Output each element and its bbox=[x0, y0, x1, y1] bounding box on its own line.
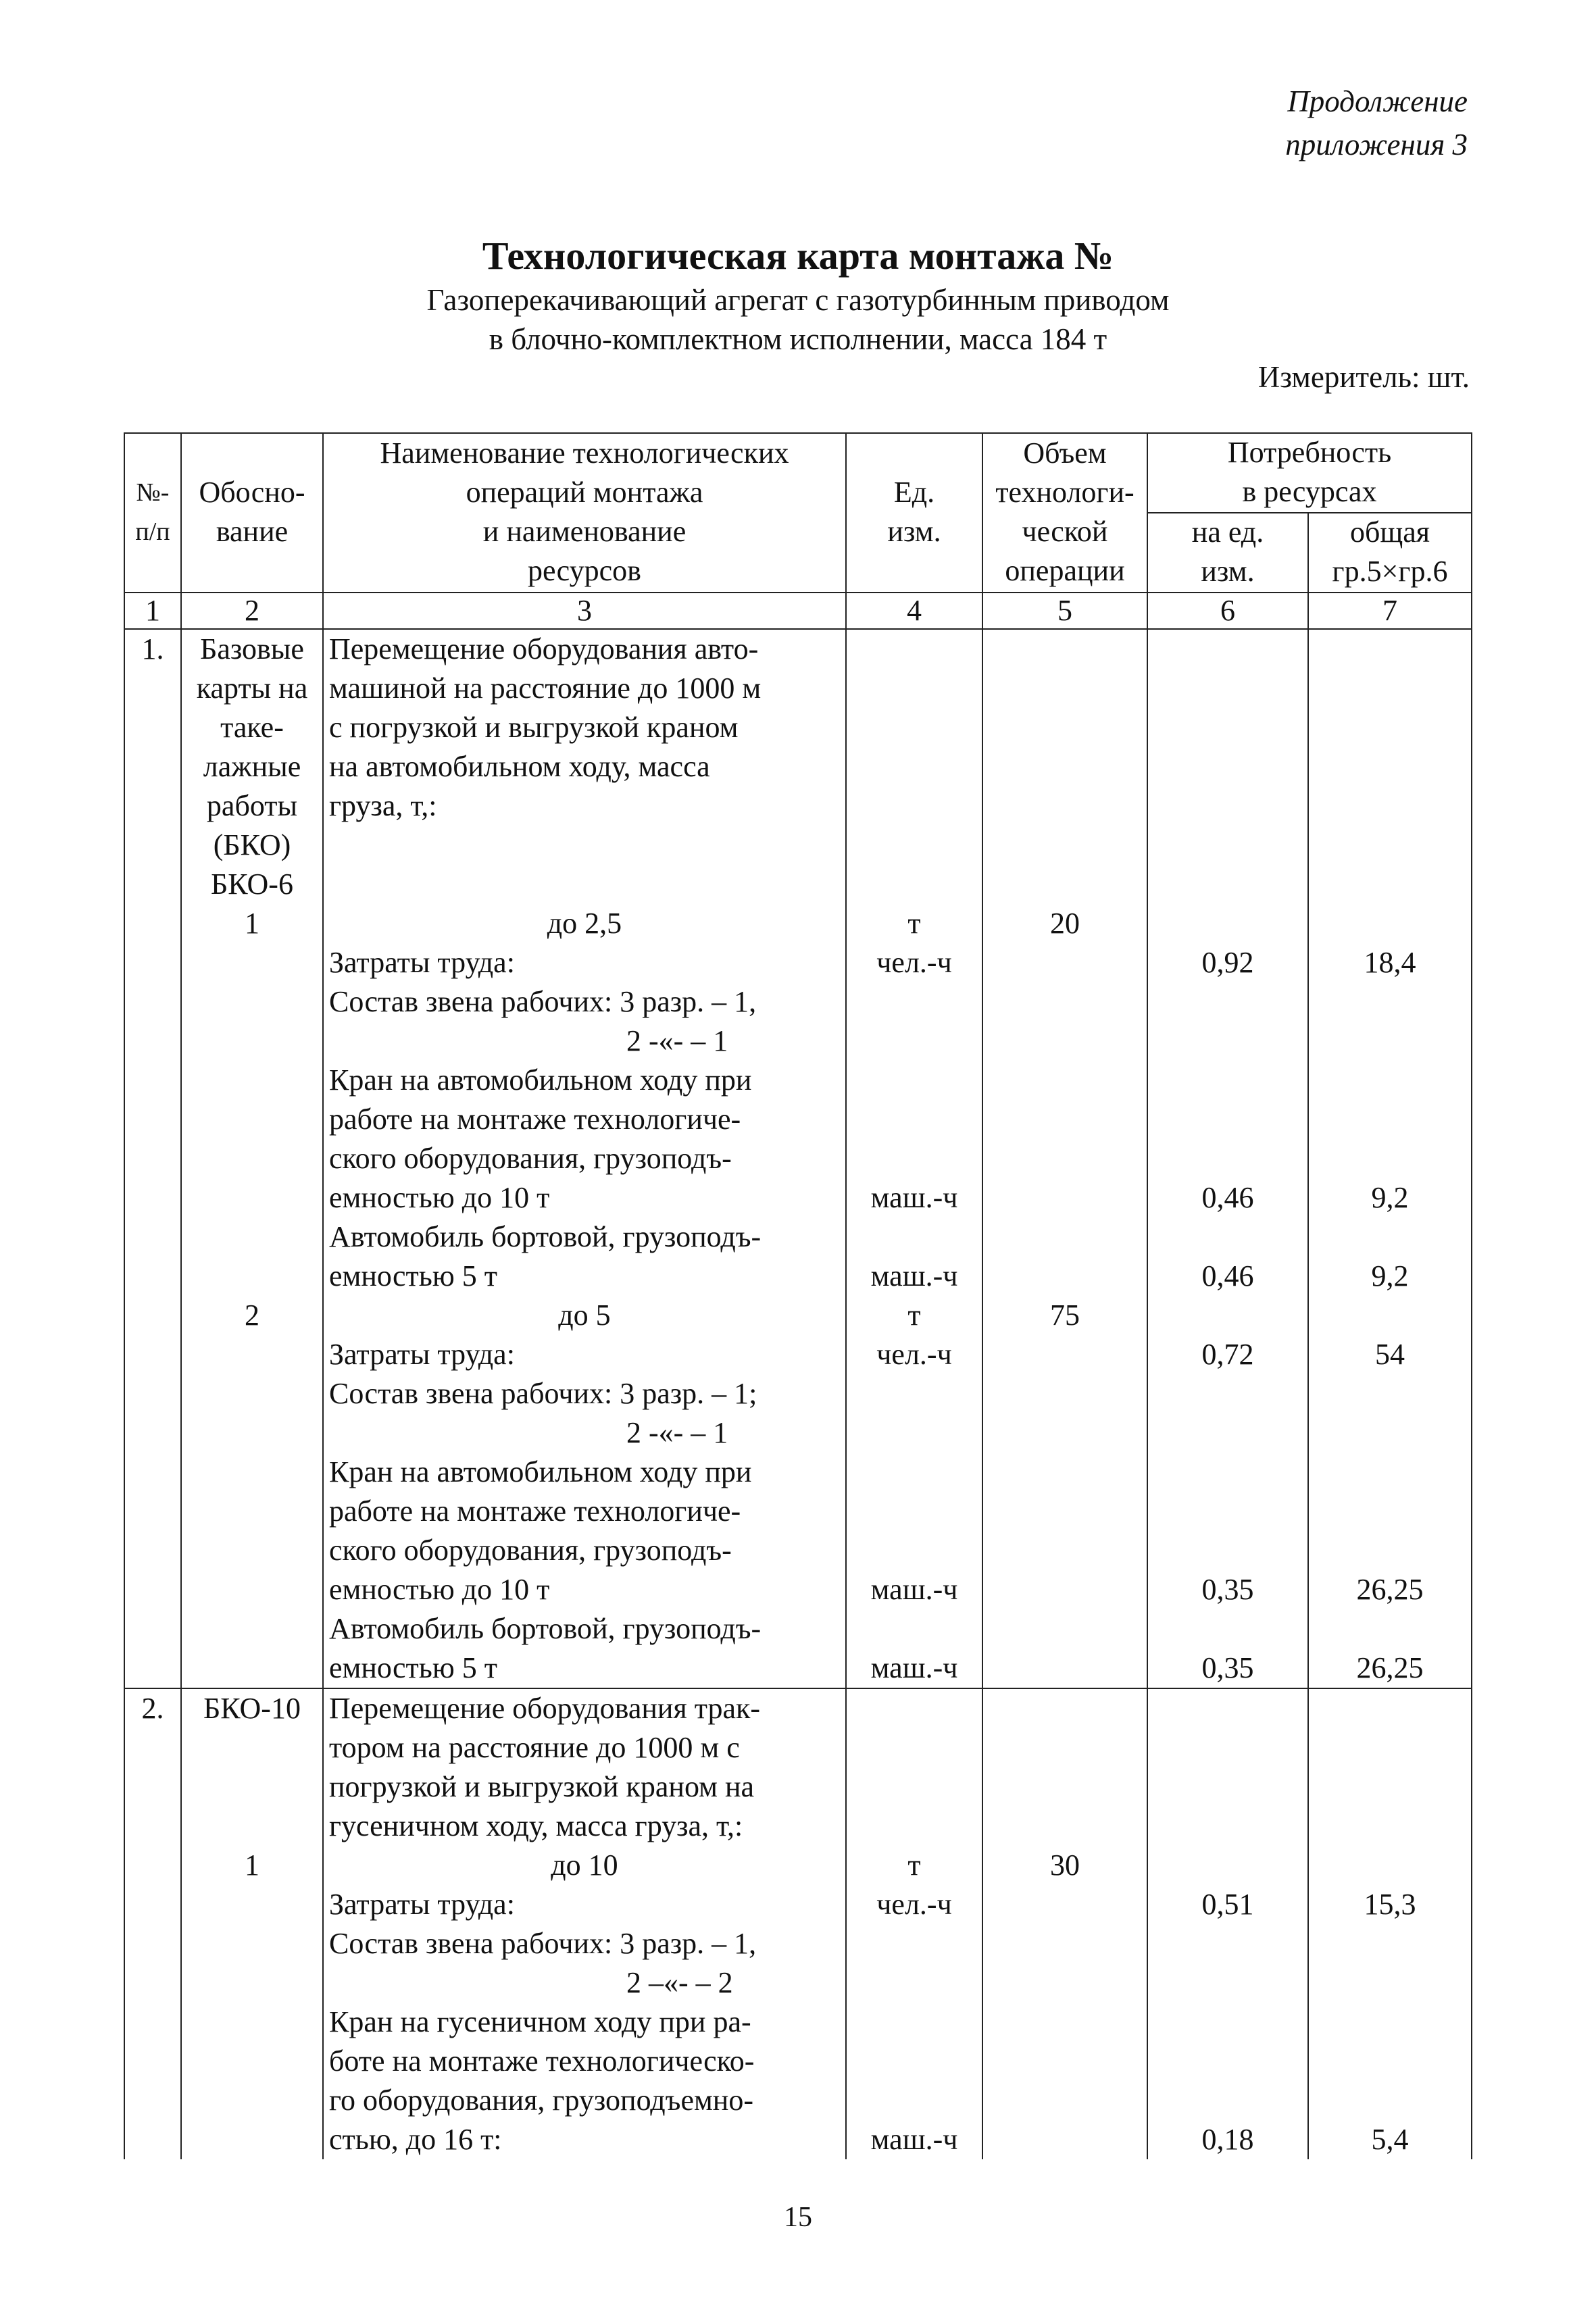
cell-line: до 10 bbox=[551, 1848, 618, 1882]
cell-line bbox=[989, 1022, 1141, 1061]
header-total-line: гр.5×гр.6 bbox=[1332, 555, 1448, 588]
cell-line: т bbox=[907, 1299, 921, 1332]
section-1-per-unit bbox=[1147, 629, 1308, 1688]
cell-line bbox=[852, 1492, 976, 1531]
header-need bbox=[1147, 433, 1472, 513]
col-number-7: 7 bbox=[1308, 593, 1472, 629]
basis-lines bbox=[187, 630, 317, 1335]
col-number-6: 6 bbox=[1147, 593, 1308, 629]
cell-line: Затраты труда: bbox=[329, 1888, 515, 1921]
cell-line: 2 -«- – 1 bbox=[626, 1024, 728, 1057]
cell-line bbox=[1153, 1374, 1302, 1413]
continuation-line-2: приложения 3 bbox=[1285, 128, 1468, 161]
section-1-basis bbox=[181, 629, 323, 1688]
cell-line: 75 bbox=[1050, 1299, 1080, 1332]
cell-line: до 5 bbox=[558, 1299, 611, 1332]
cell-line bbox=[187, 1257, 317, 1296]
cell-line bbox=[852, 1609, 976, 1649]
cell-line bbox=[1153, 1061, 1302, 1100]
cell-line: 0,72 bbox=[1201, 1338, 1254, 1371]
cell-line bbox=[1153, 786, 1302, 826]
cell-line bbox=[989, 1374, 1141, 1413]
cell-line bbox=[989, 1453, 1141, 1492]
cell-line: Автомобиль бортовой, грузоподъ- bbox=[329, 1612, 762, 1645]
cell-line bbox=[1153, 1924, 1302, 1963]
header-unit-line: изм. bbox=[887, 515, 941, 548]
cell-line: погрузкой и выгрузкой краном на bbox=[329, 1770, 755, 1803]
cell-line bbox=[989, 982, 1141, 1022]
header-volume bbox=[982, 433, 1147, 593]
cell-line bbox=[1314, 826, 1466, 865]
cell-line bbox=[852, 1374, 976, 1413]
cell-line: маш.-ч bbox=[870, 1181, 958, 1214]
unit-lines bbox=[852, 630, 976, 1688]
cell-line bbox=[1314, 904, 1466, 943]
cell-line bbox=[989, 826, 1141, 865]
cell-line bbox=[989, 1100, 1141, 1139]
header-volume-line: Объем bbox=[1023, 436, 1107, 470]
cell-line bbox=[852, 2042, 976, 2081]
cell-line bbox=[852, 1924, 976, 1963]
section-2-name bbox=[323, 1688, 846, 2159]
cell-line bbox=[1314, 747, 1466, 786]
cell-line bbox=[1153, 1296, 1302, 1335]
cell-line bbox=[989, 1649, 1141, 1688]
header-volume-line: ческой bbox=[1022, 515, 1108, 548]
cell-line bbox=[989, 2042, 1141, 2081]
col-number-5: 5 bbox=[982, 593, 1147, 629]
cell-line bbox=[1153, 708, 1302, 747]
per-unit-lines bbox=[1153, 630, 1302, 1688]
cell-line bbox=[852, 669, 976, 708]
total-lines bbox=[1314, 630, 1466, 1688]
cell-line: чел.-ч bbox=[876, 1888, 952, 1921]
cell-line bbox=[1153, 630, 1302, 669]
cell-line bbox=[989, 1531, 1141, 1570]
cell-line: го оборудования, грузоподъемно- bbox=[329, 2084, 754, 2117]
cell-line bbox=[187, 1061, 317, 1100]
section-num: 1. bbox=[141, 632, 164, 665]
cell-line: 15,3 bbox=[1364, 1888, 1416, 1921]
cell-line bbox=[852, 1413, 976, 1453]
cell-line: ского оборудования, грузоподъ- bbox=[329, 1534, 732, 1567]
col-number-4: 4 bbox=[846, 593, 982, 629]
cell-line bbox=[329, 865, 840, 904]
cell-line: Состав звена рабочих: 3 разр. – 1; bbox=[329, 1377, 757, 1410]
cell-line bbox=[989, 865, 1141, 904]
cell-line bbox=[852, 865, 976, 904]
cell-line bbox=[852, 1061, 976, 1100]
cell-line bbox=[1153, 1846, 1302, 1885]
cell-line bbox=[852, 1531, 976, 1570]
cell-line bbox=[989, 1335, 1141, 1374]
cell-line: маш.-ч bbox=[870, 1573, 958, 1606]
cell-line: 0,92 bbox=[1201, 946, 1254, 979]
cell-line bbox=[989, 1924, 1141, 1963]
cell-line bbox=[1153, 1689, 1302, 1728]
cell-line: на автомобильном ходу, масса bbox=[329, 750, 710, 783]
cell-line: 0,35 bbox=[1201, 1573, 1254, 1606]
per-unit-lines bbox=[1153, 1689, 1302, 2159]
cell-line bbox=[852, 1453, 976, 1492]
cell-line bbox=[1314, 630, 1466, 669]
cell-line: Кран на гусеничном ходу при ра- bbox=[329, 2005, 751, 2038]
cell-line: 0,46 bbox=[1201, 1259, 1254, 1292]
cell-line bbox=[1153, 1728, 1302, 1767]
cell-line: с погрузкой и выгрузкой краном bbox=[329, 711, 739, 744]
cell-line bbox=[1153, 1139, 1302, 1178]
cell-line bbox=[852, 1728, 976, 1767]
header-unit-line: Ед. bbox=[893, 476, 935, 509]
cell-line bbox=[1153, 904, 1302, 943]
cell-line bbox=[1153, 2081, 1302, 2120]
section-row-1 bbox=[124, 629, 1472, 1688]
cell-line bbox=[852, 2003, 976, 2042]
cell-line: машиной на расстояние до 1000 м bbox=[329, 672, 762, 705]
cell-line bbox=[852, 982, 976, 1022]
cell-line bbox=[989, 1963, 1141, 2003]
cell-line bbox=[852, 708, 976, 747]
cell-line bbox=[1153, 747, 1302, 786]
cell-line bbox=[1153, 1531, 1302, 1570]
cell-line bbox=[989, 1413, 1141, 1453]
cell-line bbox=[989, 1689, 1141, 1728]
cell-line: тором на расстояние до 1000 м с bbox=[329, 1731, 740, 1764]
col-number-1: 1 bbox=[124, 593, 181, 629]
page-number: 15 bbox=[784, 2202, 812, 2233]
cell-line bbox=[1314, 982, 1466, 1022]
cell-line bbox=[989, 1885, 1141, 1924]
cell-line: боте на монтаже технологическо- bbox=[329, 2044, 755, 2078]
header-per-unit-line: на ед. bbox=[1191, 515, 1264, 549]
cell-line: маш.-ч bbox=[870, 1259, 958, 1292]
cell-line bbox=[1314, 1413, 1466, 1453]
name-lines bbox=[329, 630, 840, 1688]
cell-line bbox=[989, 1492, 1141, 1531]
cell-line: 1 bbox=[245, 907, 259, 940]
cell-line bbox=[989, 1139, 1141, 1178]
col-number-3: 3 bbox=[323, 593, 846, 629]
cell-line bbox=[1153, 826, 1302, 865]
cell-line bbox=[989, 1257, 1141, 1296]
cell-line bbox=[1314, 669, 1466, 708]
cell-line: 2 -«- – 1 bbox=[626, 1416, 728, 1449]
cell-line bbox=[1314, 786, 1466, 826]
cell-line: таке- bbox=[220, 711, 284, 744]
cell-line: лажные bbox=[203, 750, 301, 783]
section-2-unit bbox=[846, 1688, 982, 2159]
cell-line: 2 –«- – 2 bbox=[626, 1966, 733, 1999]
continuation-line-1: Продолжение bbox=[1287, 84, 1468, 118]
cell-line bbox=[1314, 1924, 1466, 1963]
cell-line bbox=[989, 786, 1141, 826]
cell-line bbox=[1153, 1767, 1302, 1807]
cell-line bbox=[1314, 708, 1466, 747]
cell-line bbox=[187, 943, 317, 982]
cell-line bbox=[852, 826, 976, 865]
header-basis-line: Обосно- bbox=[199, 476, 305, 509]
cell-line bbox=[1153, 982, 1302, 1022]
unit-lines bbox=[852, 1689, 976, 2159]
header-name-line: операций монтажа bbox=[466, 476, 703, 509]
section-2-per-unit bbox=[1147, 1688, 1308, 2159]
header-need-line: в ресурсах bbox=[1242, 475, 1377, 508]
cell-line: Кран на автомобильном ходу при bbox=[329, 1063, 752, 1097]
cell-line bbox=[1314, 865, 1466, 904]
section-1-name bbox=[323, 629, 846, 1688]
cell-line bbox=[187, 1807, 317, 1846]
cell-line bbox=[1314, 1807, 1466, 1846]
cell-line: 54 bbox=[1375, 1338, 1405, 1371]
cell-line: т bbox=[907, 1848, 921, 1882]
cell-line bbox=[989, 669, 1141, 708]
header-name-line: ресурсов bbox=[528, 554, 641, 587]
cell-line: 20 bbox=[1050, 907, 1080, 940]
cell-line: груза, т,: bbox=[329, 789, 437, 822]
cell-line: чел.-ч bbox=[876, 1338, 952, 1371]
section-2-basis bbox=[181, 1688, 323, 2159]
header-total-line: общая bbox=[1349, 515, 1430, 549]
cell-line: до 2,5 bbox=[547, 907, 622, 940]
cell-line bbox=[1314, 2003, 1466, 2042]
cell-line: Автомобиль бортовой, грузоподъ- bbox=[329, 1220, 762, 1253]
cell-line bbox=[1314, 1531, 1466, 1570]
cell-line bbox=[852, 2081, 976, 2120]
section-num: 2. bbox=[141, 1692, 164, 1725]
header-name bbox=[323, 433, 846, 593]
cell-line bbox=[1314, 1963, 1466, 2003]
header-volume-line: технологи- bbox=[995, 476, 1134, 509]
cell-line bbox=[852, 1139, 976, 1178]
cell-line: 26,25 bbox=[1356, 1651, 1424, 1684]
cell-line bbox=[989, 1217, 1141, 1257]
cell-line: маш.-ч bbox=[870, 1651, 958, 1684]
cell-line bbox=[1153, 1217, 1302, 1257]
cell-line bbox=[852, 1689, 976, 1728]
cell-line bbox=[329, 826, 840, 865]
cell-line bbox=[1314, 1767, 1466, 1807]
cell-line bbox=[1153, 669, 1302, 708]
cell-line bbox=[989, 1609, 1141, 1649]
cell-line: 1 bbox=[245, 1848, 259, 1882]
cell-line bbox=[852, 747, 976, 786]
cell-line: чел.-ч bbox=[876, 946, 952, 979]
section-1-volume bbox=[982, 629, 1147, 1688]
measurement-unit: Измеритель: шт. bbox=[1257, 360, 1470, 394]
header-basis bbox=[181, 433, 323, 593]
cell-line: работы bbox=[206, 789, 298, 822]
cell-line bbox=[852, 1022, 976, 1061]
cell-line bbox=[989, 2120, 1141, 2159]
cell-line bbox=[1314, 1374, 1466, 1413]
cell-line bbox=[852, 630, 976, 669]
header-total bbox=[1308, 513, 1472, 593]
cell-line bbox=[1153, 1100, 1302, 1139]
header-need-line: Потребность bbox=[1227, 436, 1392, 469]
cell-line bbox=[1314, 1609, 1466, 1649]
cell-line bbox=[852, 1217, 976, 1257]
cell-line: гусеничном ходу, масса груза, т,: bbox=[329, 1809, 743, 1842]
cell-line bbox=[1153, 865, 1302, 904]
header-per-unit bbox=[1147, 513, 1308, 593]
cell-line bbox=[1314, 2081, 1466, 2120]
cell-line: Перемещение оборудования авто- bbox=[329, 632, 759, 665]
cell-line bbox=[989, 630, 1141, 669]
cell-line: емностью 5 т bbox=[329, 1651, 497, 1684]
total-lines bbox=[1314, 1689, 1466, 2159]
cell-line bbox=[1314, 1100, 1466, 1139]
header-num-line: п/п bbox=[135, 518, 170, 546]
cell-line bbox=[187, 1139, 317, 1178]
cell-line bbox=[1153, 1413, 1302, 1453]
name-lines bbox=[329, 1689, 840, 2159]
header-per-unit-line: изм. bbox=[1201, 555, 1255, 588]
section-1-total bbox=[1308, 629, 1472, 1688]
cell-line bbox=[1314, 1846, 1466, 1885]
cell-line bbox=[187, 1022, 317, 1061]
cell-line bbox=[1153, 2042, 1302, 2081]
cell-line bbox=[989, 747, 1141, 786]
cell-line bbox=[852, 1767, 976, 1807]
cell-line bbox=[989, 1767, 1141, 1807]
cell-line: (БКО) bbox=[213, 828, 291, 861]
col-number-2: 2 bbox=[181, 593, 323, 629]
cell-line bbox=[187, 1178, 317, 1217]
volume-lines bbox=[989, 1689, 1141, 2159]
cell-line: маш.-ч bbox=[870, 2123, 958, 2156]
cell-line bbox=[187, 982, 317, 1022]
cell-line bbox=[1153, 1609, 1302, 1649]
cell-line bbox=[1153, 1492, 1302, 1531]
cell-line bbox=[989, 1728, 1141, 1767]
cell-line bbox=[989, 2081, 1141, 2120]
cell-line bbox=[1314, 1728, 1466, 1767]
cell-line bbox=[1314, 1689, 1466, 1728]
document-subtitle-2: в блочно-комплектном исполнении, масса 184 т bbox=[489, 322, 1107, 356]
header-volume-line: операции bbox=[1005, 554, 1125, 587]
cell-line bbox=[187, 1100, 317, 1139]
cell-line bbox=[1153, 2003, 1302, 2042]
cell-line: Состав звена рабочих: 3 разр. – 1, bbox=[329, 1927, 757, 1960]
cell-line bbox=[989, 1570, 1141, 1609]
cell-line bbox=[1314, 1453, 1466, 1492]
cell-line: 9,2 bbox=[1371, 1259, 1409, 1292]
cell-line bbox=[989, 708, 1141, 747]
cell-line: работе на монтаже технологиче- bbox=[329, 1103, 741, 1136]
cell-line bbox=[852, 1807, 976, 1846]
header-num-line: №- bbox=[136, 478, 170, 507]
basis-lines bbox=[187, 1689, 317, 1885]
cell-line bbox=[989, 1807, 1141, 1846]
cell-line: 26,25 bbox=[1356, 1573, 1424, 1606]
cell-line bbox=[989, 1178, 1141, 1217]
cell-line: Затраты труда: bbox=[329, 1338, 515, 1371]
cell-line bbox=[852, 1100, 976, 1139]
cell-line bbox=[187, 1728, 317, 1767]
cell-line bbox=[852, 1963, 976, 2003]
cell-line bbox=[187, 1767, 317, 1807]
header-name-line: и наименование bbox=[482, 515, 687, 548]
cell-line: 2 bbox=[245, 1299, 259, 1332]
cell-line: емностью до 10 т bbox=[329, 1573, 550, 1606]
cell-line bbox=[989, 1061, 1141, 1100]
cell-line: Перемещение оборудования трак- bbox=[329, 1692, 761, 1725]
section-2-total bbox=[1308, 1688, 1472, 2159]
cell-line: работе на монтаже технологиче- bbox=[329, 1494, 741, 1528]
cell-line bbox=[187, 1217, 317, 1257]
cell-line: т bbox=[907, 907, 921, 940]
cell-line bbox=[1314, 1492, 1466, 1531]
cell-line bbox=[1314, 1061, 1466, 1100]
cell-line bbox=[1314, 1022, 1466, 1061]
header-num bbox=[124, 433, 181, 593]
cell-line bbox=[852, 786, 976, 826]
cell-line bbox=[1314, 1217, 1466, 1257]
cell-line: емностью до 10 т bbox=[329, 1181, 550, 1214]
cell-line: Затраты труда: bbox=[329, 946, 515, 979]
cell-line bbox=[989, 943, 1141, 982]
cell-line: 0,18 bbox=[1201, 2123, 1254, 2156]
continuation-note bbox=[1285, 80, 1468, 166]
cell-line: стью, до 16 т: bbox=[329, 2123, 502, 2156]
cell-line: 0,51 bbox=[1201, 1888, 1254, 1921]
cell-line bbox=[1153, 1022, 1302, 1061]
document-subtitle-1: Газоперекачивающий агрегат с газотурбинным приводом bbox=[426, 283, 1170, 317]
cell-line bbox=[1153, 1807, 1302, 1846]
cell-line bbox=[1314, 1139, 1466, 1178]
cell-line: ского оборудования, грузоподъ- bbox=[329, 1142, 732, 1175]
cell-line: БКО-10 bbox=[203, 1692, 301, 1725]
cell-line: 5,4 bbox=[1371, 2123, 1409, 2156]
cell-line bbox=[1153, 1453, 1302, 1492]
cell-line bbox=[989, 2003, 1141, 2042]
cell-line: БКО-6 bbox=[211, 867, 293, 901]
cell-line: Состав звена рабочих: 3 разр. – 1, bbox=[329, 985, 757, 1018]
section-2-num bbox=[124, 1688, 181, 2159]
section-row-2 bbox=[124, 1688, 1472, 2159]
cell-line: емностью 5 т bbox=[329, 1259, 497, 1292]
header-basis-line: вание bbox=[216, 515, 289, 548]
document-title: Технологическая карта монтажа № bbox=[482, 234, 1114, 278]
cell-line: 9,2 bbox=[1371, 1181, 1409, 1214]
section-2-volume bbox=[982, 1688, 1147, 2159]
cell-line: карты на bbox=[196, 672, 308, 705]
cell-line bbox=[1314, 1296, 1466, 1335]
section-1-num bbox=[124, 629, 181, 1688]
cell-line bbox=[1153, 1963, 1302, 2003]
cell-line bbox=[1314, 2042, 1466, 2081]
tech-card-table bbox=[124, 432, 1472, 2159]
header-name-line: Наименование технологических bbox=[380, 436, 789, 470]
volume-lines bbox=[989, 630, 1141, 1688]
cell-line: 0,46 bbox=[1201, 1181, 1254, 1214]
cell-line: Базовые bbox=[200, 632, 304, 665]
cell-line: Кран на автомобильном ходу при bbox=[329, 1455, 752, 1488]
cell-line: 0,35 bbox=[1201, 1651, 1254, 1684]
cell-line: 18,4 bbox=[1364, 946, 1416, 979]
header-unit bbox=[846, 433, 982, 593]
section-1-unit bbox=[846, 629, 982, 1688]
cell-line: 30 bbox=[1050, 1848, 1080, 1882]
